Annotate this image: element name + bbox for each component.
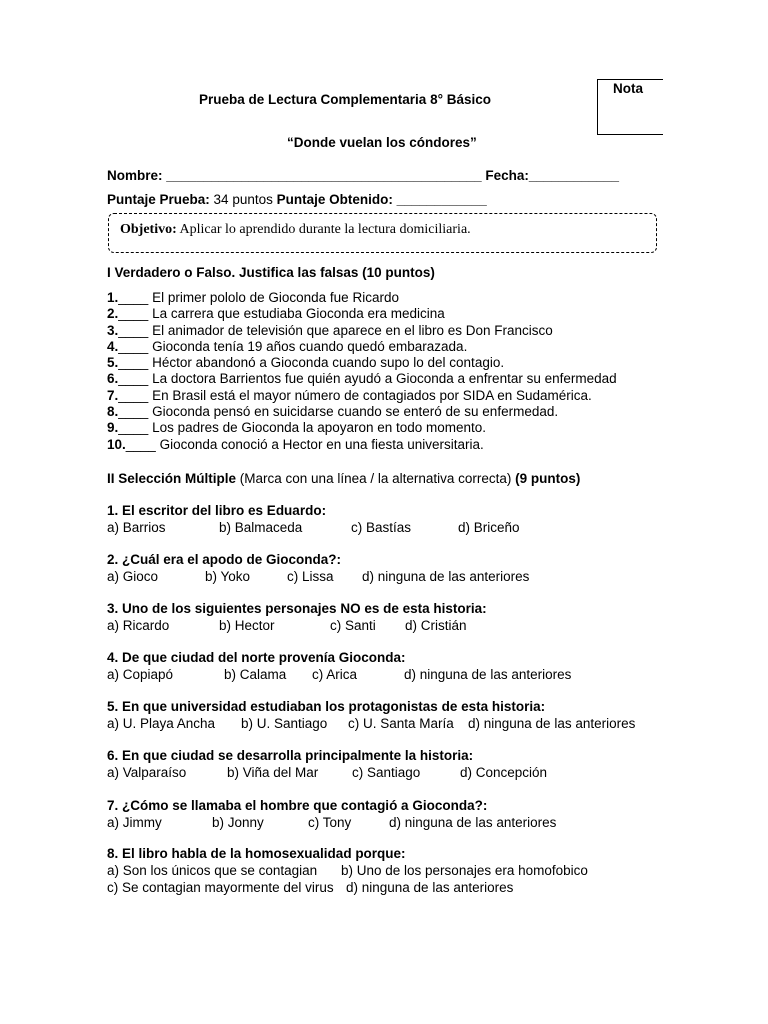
answer-blank[interactable]: ____	[118, 387, 149, 403]
list-item	[107, 388, 617, 404]
list-item	[107, 404, 617, 420]
objective-label: Objetivo:	[120, 222, 177, 237]
option-d[interactable]: d) ninguna de las anteriores	[404, 667, 572, 682]
option-c[interactable]: c) Santiago	[352, 765, 421, 780]
option-c[interactable]: c) Santi	[330, 618, 376, 633]
option-c[interactable]: c) Lissa	[287, 569, 334, 584]
item-number: 3.	[107, 322, 119, 338]
option-a[interactable]: a) Gioco	[107, 569, 159, 584]
list-item	[107, 371, 617, 387]
section-2-instructions: (Marca con una línea / la alternativa correcta)	[236, 471, 516, 486]
item-text: El animador de televisión que aparece en el libro es Don Francisco	[152, 322, 553, 338]
item-number: 1.	[107, 290, 119, 305]
date-blank[interactable]: ____________	[528, 168, 620, 183]
question-text: 6. En que ciudad se desarrolla principalmente la historia:	[107, 748, 474, 763]
question-text: 4. De que ciudad del norte provenía Gioconda:	[107, 650, 406, 665]
options	[107, 764, 547, 781]
section-2-points: (9 puntos)	[515, 471, 581, 486]
name-blank[interactable]: __________________________________________	[166, 168, 482, 183]
question-text: 5. En que universidad estudiaban los protagonistas de esta historia:	[107, 699, 546, 714]
option-b[interactable]: b) Yoko	[205, 569, 251, 584]
item-text: Los padres de Gioconda la apoyaron en todo momento.	[152, 420, 487, 436]
option-d[interactable]: d) ninguna de las anteriores	[468, 716, 636, 731]
item-number: 10.	[107, 436, 126, 452]
item-text: Héctor abandonó a Gioconda cuando supo lo del contagio.	[152, 355, 505, 371]
item-number: 2.	[107, 306, 119, 322]
option-a[interactable]: a) Jimmy	[107, 815, 162, 830]
question-2	[107, 551, 529, 585]
option-b[interactable]: b) U. Santiago	[241, 716, 328, 731]
answer-blank[interactable]: ____	[118, 371, 149, 387]
list-item	[107, 323, 617, 339]
options	[107, 715, 635, 732]
section-2-title: II Selección Múltiple	[107, 471, 237, 486]
question-4	[107, 649, 571, 683]
list-item	[107, 339, 617, 355]
question-8	[107, 845, 588, 896]
option-b[interactable]: b) Jonny	[212, 815, 264, 830]
book-title: “Donde vuelan los cóndores”	[287, 135, 477, 150]
item-number: 4.	[107, 338, 119, 354]
question-text: 7. ¿Cómo se llamaba el hombre que contagió a Gioconda?:	[107, 798, 488, 813]
list-item	[107, 437, 617, 453]
question-5	[107, 698, 635, 732]
option-a[interactable]: a) Copiapó	[107, 667, 174, 682]
item-number: 7.	[107, 387, 119, 403]
answer-blank[interactable]: ____	[118, 306, 149, 322]
question-3	[107, 600, 487, 634]
test-score-label: Puntaje Prueba:	[107, 192, 210, 207]
options	[107, 519, 520, 536]
item-text: La carrera que estudiaba Gioconda era medicina	[152, 306, 445, 322]
item-number: 6.	[107, 371, 119, 387]
option-c[interactable]: c) U. Santa María	[348, 716, 454, 731]
section-2-heading	[107, 471, 580, 486]
option-d[interactable]: d) ninguna de las anteriores	[389, 815, 557, 830]
true-false-list	[107, 290, 617, 453]
list-item	[107, 420, 617, 436]
objective-box	[108, 213, 657, 253]
question-6	[107, 747, 547, 781]
answer-blank[interactable]: ____	[118, 355, 149, 371]
options	[107, 568, 529, 585]
option-a[interactable]: a) Valparaíso	[107, 765, 187, 780]
item-number: 8.	[107, 404, 119, 420]
option-a[interactable]: a) Ricardo	[107, 618, 170, 633]
question-text: 1. El escritor del libro es Eduardo:	[107, 503, 327, 518]
option-b[interactable]: b) Calama	[224, 667, 287, 682]
option-d[interactable]: d) Briceño	[458, 520, 520, 535]
option-c[interactable]: c) Arica	[312, 667, 358, 682]
options	[107, 814, 556, 831]
list-item	[107, 290, 617, 306]
answer-blank[interactable]: ____	[118, 338, 149, 354]
list-item	[107, 355, 617, 371]
option-c[interactable]: c) Se contagian mayormente del virus	[107, 880, 334, 895]
answer-blank[interactable]: ____	[118, 290, 149, 305]
option-d[interactable]: d) Cristián	[405, 618, 467, 633]
grade-label: Nota	[613, 81, 643, 96]
option-c[interactable]: c) Tony	[308, 815, 352, 830]
option-a[interactable]: a) U. Playa Ancha	[107, 716, 216, 731]
options	[107, 862, 588, 879]
obtained-score-label: Puntaje Obtenido:	[276, 192, 393, 207]
score-row	[107, 192, 487, 207]
option-d[interactable]: d) Concepción	[460, 765, 548, 780]
options	[107, 617, 487, 634]
objective-text	[120, 222, 471, 238]
answer-blank[interactable]: ____	[125, 436, 156, 452]
answer-blank[interactable]: ____	[118, 322, 149, 338]
list-item	[107, 306, 617, 322]
objective-description: Aplicar lo aprendido durante la lectura domiciliaria.	[179, 222, 471, 237]
option-b[interactable]: b) Balmaceda	[219, 520, 303, 535]
item-text: Gioconda tenía 19 años cuando quedó embarazada.	[152, 338, 468, 354]
option-b[interactable]: b) Hector	[219, 618, 275, 633]
question-1	[107, 502, 520, 536]
question-text: 8. El libro habla de la homosexualidad porque:	[107, 846, 406, 861]
item-text: Gioconda conoció a Hector en una fiesta universitaria.	[159, 436, 484, 452]
options	[107, 879, 588, 896]
option-b[interactable]: b) Viña del Mar	[227, 765, 319, 780]
date-label: Fecha:	[485, 168, 529, 183]
option-b[interactable]: b) Uno de los personajes era homofobico	[341, 863, 588, 878]
name-label: Nombre:	[107, 168, 163, 183]
option-a[interactable]: a) Son los únicos que se contagian	[107, 863, 318, 878]
item-number: 5.	[107, 355, 119, 371]
name-date-row	[107, 168, 619, 183]
item-text: En Brasil está el mayor número de contagiados por SIDA en Sudamérica.	[152, 387, 592, 403]
option-d[interactable]: d) ninguna de las anteriores	[346, 880, 514, 895]
question-text: 3. Uno de los siguientes personajes NO es de esta historia:	[107, 601, 487, 616]
option-d[interactable]: d) ninguna de las anteriores	[362, 569, 530, 584]
options	[107, 666, 571, 683]
option-a[interactable]: a) Barrios	[107, 520, 166, 535]
question-7	[107, 797, 556, 831]
answer-blank[interactable]: ____	[118, 420, 149, 436]
answer-blank[interactable]: ____	[118, 404, 149, 420]
item-text: El primer pololo de Gioconda fue Ricardo	[152, 290, 399, 305]
test-score-value: 34 puntos	[213, 192, 273, 207]
option-c[interactable]: c) Bastías	[351, 520, 412, 535]
obtained-score-blank[interactable]: ____________	[396, 192, 487, 207]
question-text: 2. ¿Cuál era el apodo de Gioconda?:	[107, 552, 342, 567]
section-1-heading: I Verdadero o Falso. Justifica las falsas (10 puntos)	[107, 265, 435, 280]
item-number: 9.	[107, 420, 119, 436]
page-title: Prueba de Lectura Complementaria 8° Básico	[199, 92, 491, 107]
item-text: Gioconda pensó en suicidarse cuando se enteró de su enfermedad.	[152, 404, 559, 420]
item-text: La doctora Barrientos fue quién ayudó a Gioconda a enfrentar su enfermedad	[152, 371, 617, 387]
